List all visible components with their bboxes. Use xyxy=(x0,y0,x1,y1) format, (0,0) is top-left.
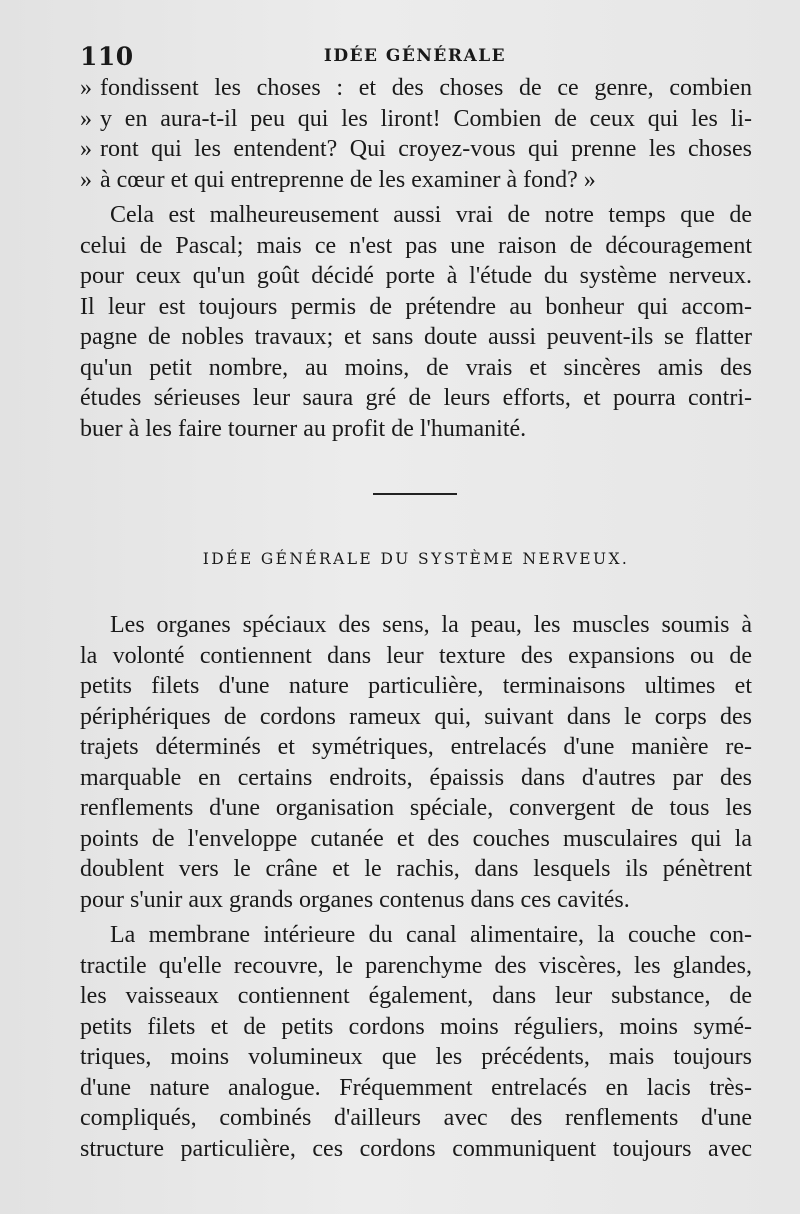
paragraph-line: petits filets d'une nature particulière, terminaisons ultimes et xyxy=(80,673,752,699)
paragraph-line: doublent vers le crâne et le rachis, dans lesquels ils pénètrent xyxy=(80,856,752,882)
paragraph-line: structure particulière, ces cordons communiquent toujours avec xyxy=(80,1135,752,1162)
quote-line: » à cœur et qui entreprenne de les examiner à fond? » xyxy=(80,165,752,196)
quote-line: » y en aura-t-il peu qui les liront! Combien de ceux qui les li- xyxy=(80,104,752,135)
paragraph-line: périphériques de cordons rameux qui, suivant dans le corps des xyxy=(80,703,752,730)
paragraph-line: celui de Pascal; mais ce n'est pas une raison de découragement xyxy=(80,232,752,259)
paragraph-line: trajets déterminés et symétriques, entrelacés d'une manière re- xyxy=(80,734,752,760)
page-number: 110 xyxy=(80,42,134,71)
paragraph-line: points de l'enveloppe cutanée et des couches musculaires qui la xyxy=(80,825,752,852)
quote-line: » ront qui les entendent? Qui croyez-vous qui prenne les choses xyxy=(80,134,752,165)
paragraph-line: triques, moins volumineux que les précédents, mais toujours xyxy=(80,1044,752,1070)
quote-mark: » xyxy=(80,166,92,193)
paragraph-pascal xyxy=(80,200,752,444)
paragraph-line: pagne de nobles travaux; et sans doute aussi peuvent-ils se flatter xyxy=(80,324,752,350)
paragraph-line: Les organes spéciaux des sens, la peau, les muscles soumis à xyxy=(110,612,752,638)
paragraph-line: marquable en certains endroits, épaissis dans d'autres par des xyxy=(80,764,752,791)
paragraph-line: pour ceux qu'un goût décidé porte à l'étude du système nerveux. xyxy=(80,263,752,289)
quote-mark: » xyxy=(80,136,92,162)
quote-mark: » xyxy=(80,105,92,132)
paragraph-line: buer à les faire tourner au profit de l'humanité. xyxy=(80,415,527,442)
paragraph-line: La membrane intérieure du canal alimentaire, la couche con- xyxy=(110,922,752,948)
section-divider xyxy=(373,493,457,495)
quote-line: » fondissent les choses : et des choses de ce genre, combien xyxy=(80,73,752,104)
paragraph-line: Il leur est toujours permis de prétendre au bonheur qui accom- xyxy=(80,293,752,320)
paragraph-organes xyxy=(80,610,752,915)
paragraph-line: pour s'unir aux grands organes contenus dans ces cavités. xyxy=(80,886,630,913)
paragraph-line: petits filets et de petits cordons moins réguliers, moins symé- xyxy=(80,1013,752,1040)
paragraph-line: qu'un petit nombre, au moins, de vrais et sincères amis des xyxy=(80,354,752,381)
paragraph-line: renflements d'une organisation spéciale, convergent de tous les xyxy=(80,795,752,821)
paragraph-line: la volonté contiennent dans leur texture des expansions ou de xyxy=(80,642,752,669)
paragraph-line: les vaisseaux contiennent également, dans leur substance, de xyxy=(80,983,752,1009)
quote-block xyxy=(80,73,752,195)
section-title: IDÉE GÉNÉRALE DU SYSTÈME NERVEUX. xyxy=(202,550,630,568)
running-title: IDÉE GÉNÉRALE xyxy=(323,46,507,66)
paragraph-line: études sérieuses leur saura gré de leurs efforts, et pourra contri- xyxy=(80,385,752,411)
paragraph-line: tractile qu'elle recouvre, le parenchyme des viscères, les glandes, xyxy=(80,952,752,979)
running-head xyxy=(80,42,750,76)
paragraph-membrane xyxy=(80,920,752,1164)
quote-mark: » xyxy=(80,75,92,101)
paragraph-line: d'une nature analogue. Fréquemment entrelacés en lacis très- xyxy=(80,1074,752,1101)
paragraph-line: Cela est malheureusement aussi vrai de notre temps que de xyxy=(110,202,752,228)
paragraph-line: compliqués, combinés d'ailleurs avec des renflements d'une xyxy=(80,1105,752,1131)
